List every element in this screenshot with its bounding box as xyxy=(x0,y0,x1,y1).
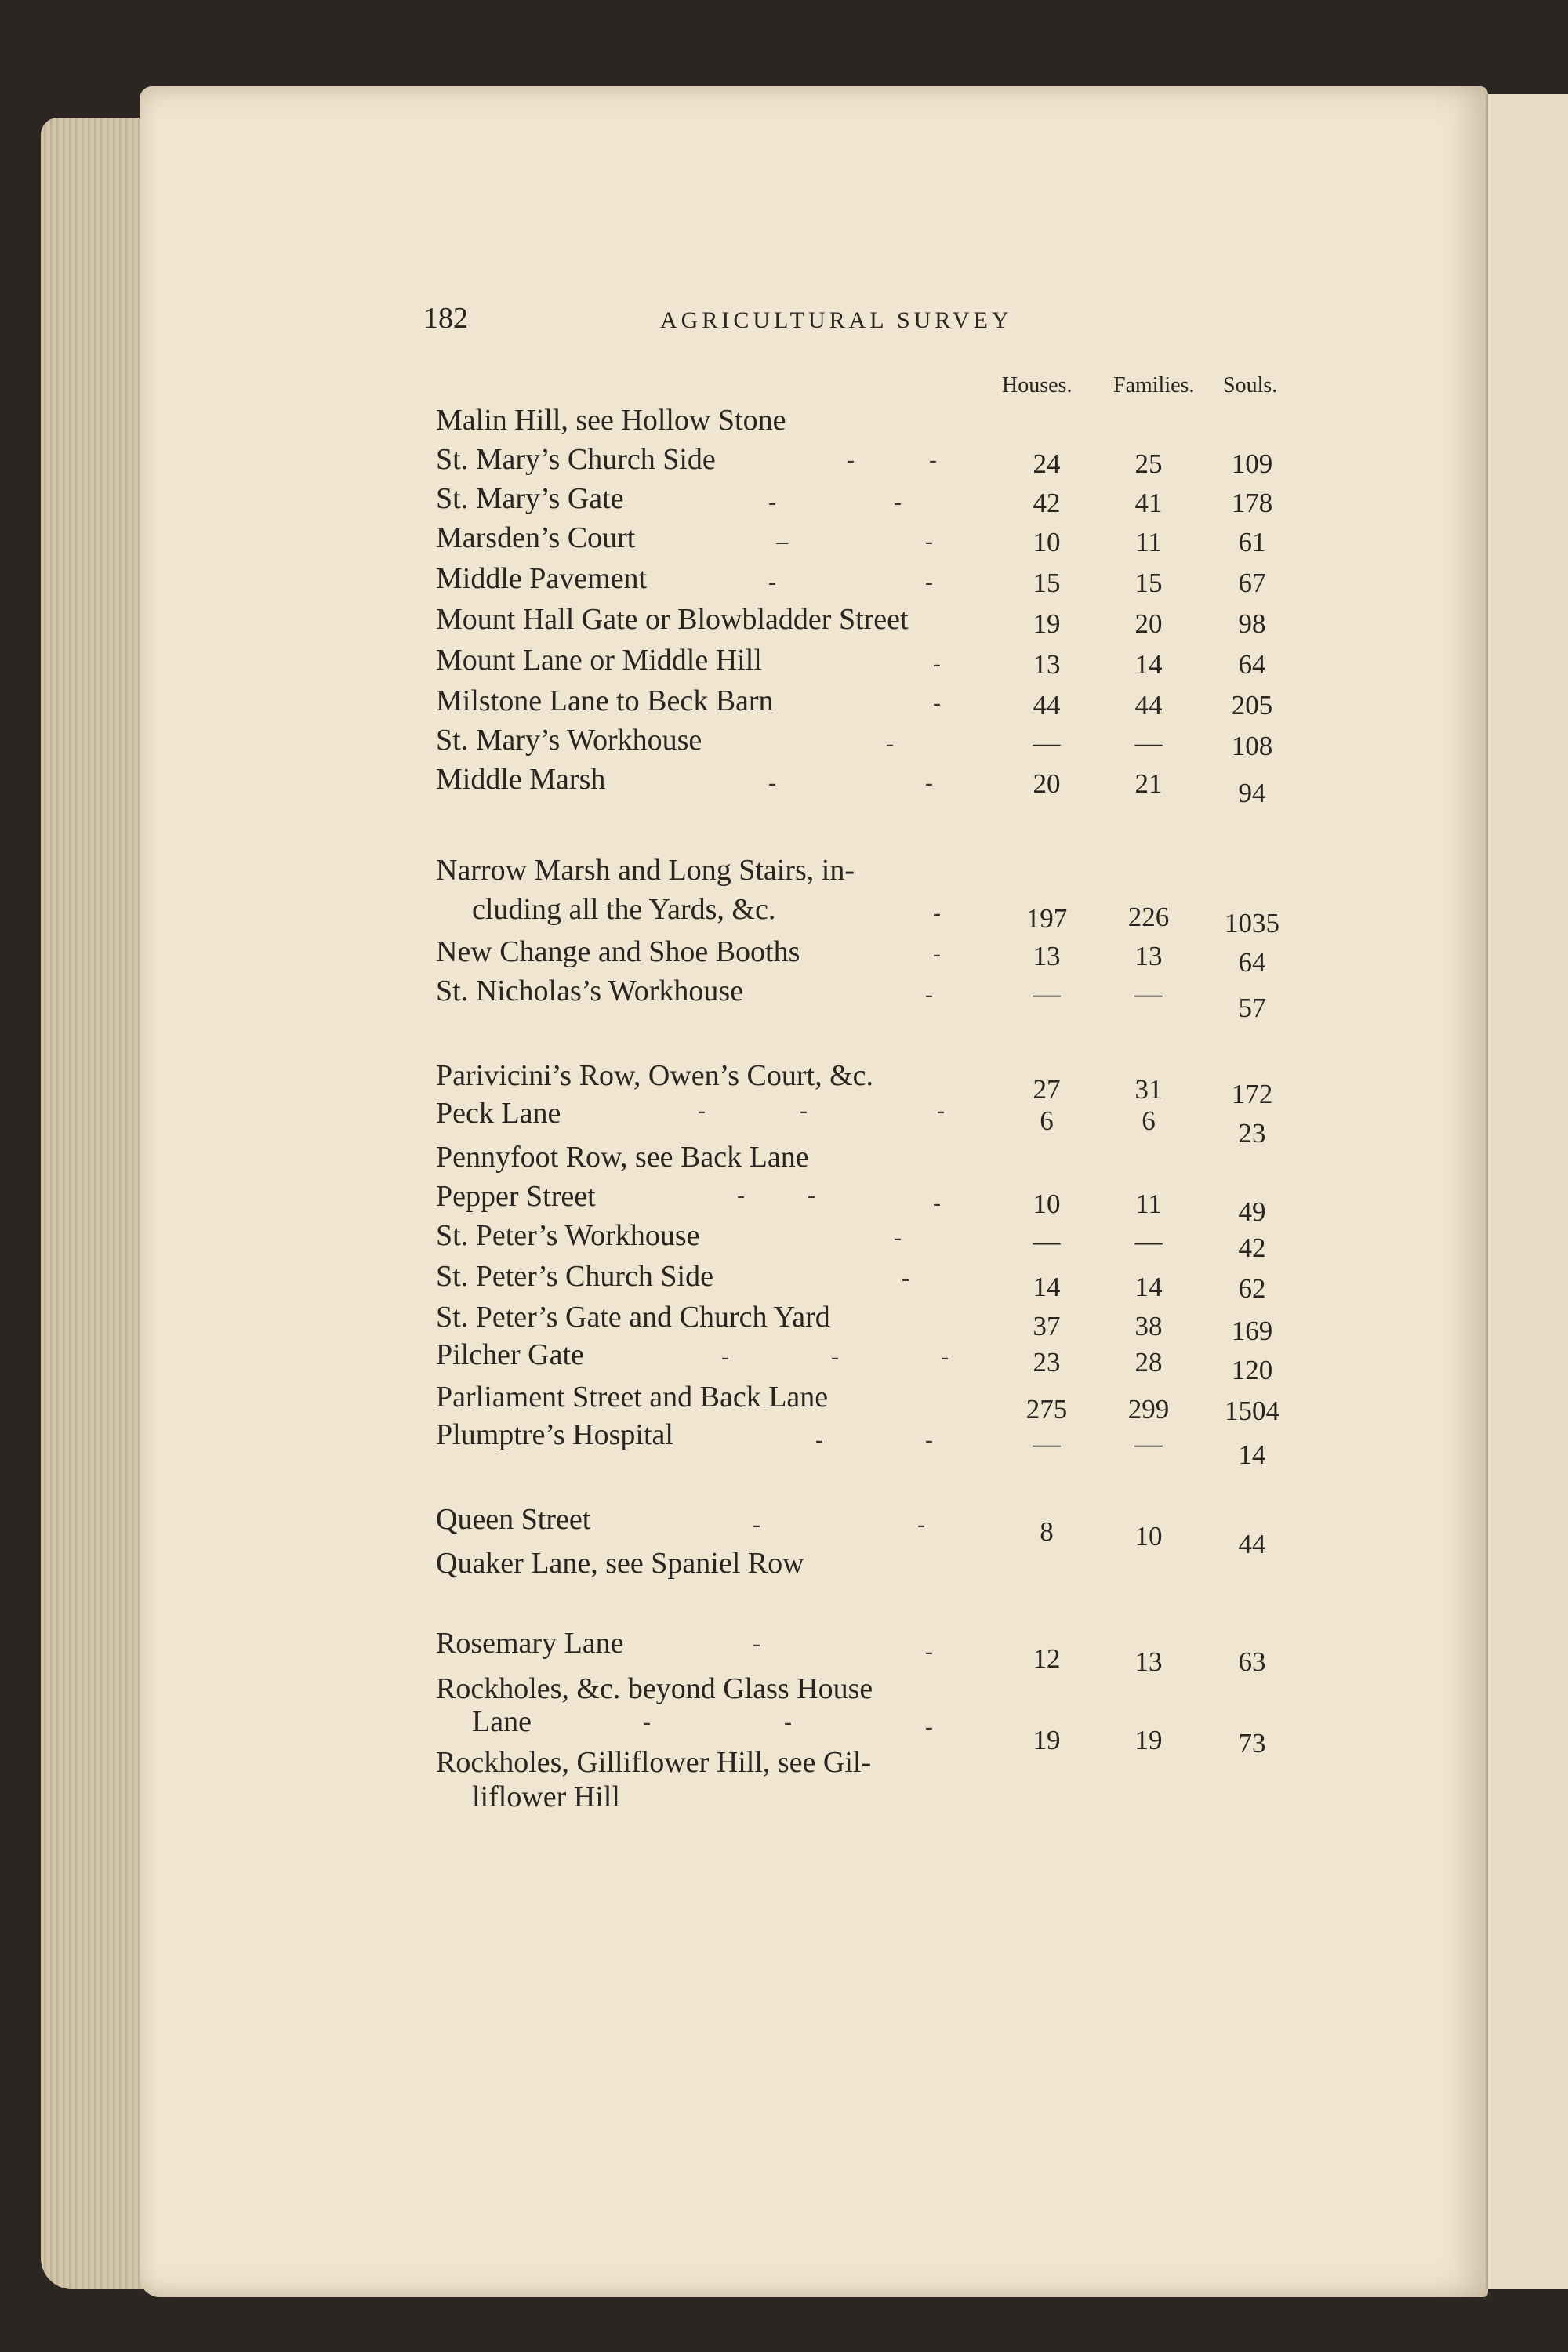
leader-dash: - xyxy=(847,447,855,473)
families-value: 25 xyxy=(1134,448,1163,479)
souls-value: 108 xyxy=(1231,731,1273,761)
families-value: 13 xyxy=(1134,941,1163,971)
page-number: 182 xyxy=(423,302,468,335)
families-value: — xyxy=(1134,1428,1163,1459)
leader-dash: - xyxy=(784,1709,792,1735)
families-value: 299 xyxy=(1127,1394,1170,1425)
street-name-continuation: liflower Hill xyxy=(472,1780,620,1813)
street-name: St. Mary’s Church Side xyxy=(436,443,716,476)
leader-dash: - xyxy=(933,651,941,677)
street-name: Rosemary Lane xyxy=(436,1627,624,1660)
souls-value: 61 xyxy=(1238,527,1266,557)
houses-value: 14 xyxy=(1033,1272,1061,1302)
houses-value: 27 xyxy=(1033,1074,1061,1105)
street-name: Marsden’s Court xyxy=(436,521,636,554)
street-name: Milstone Lane to Beck Barn xyxy=(436,684,774,717)
souls-value: 178 xyxy=(1231,488,1273,518)
leader-dash: - xyxy=(737,1182,745,1208)
street-name: Rockholes, &c. beyond Glass House xyxy=(436,1672,873,1705)
leader-dash: - xyxy=(831,1344,839,1370)
leader-dash: - xyxy=(808,1182,815,1208)
leader-dash: - xyxy=(933,1190,941,1216)
houses-value: 275 xyxy=(1025,1394,1068,1425)
houses-value: — xyxy=(1033,1428,1061,1459)
street-name: Queen Street xyxy=(436,1503,591,1536)
souls-value: 44 xyxy=(1238,1529,1266,1559)
souls-value: 67 xyxy=(1238,568,1266,598)
street-name: New Change and Shoe Booths xyxy=(436,935,800,968)
souls-value: 109 xyxy=(1231,448,1273,479)
street-name: Mount Lane or Middle Hill xyxy=(436,644,762,677)
families-value: 13 xyxy=(1134,1646,1163,1677)
houses-value: 19 xyxy=(1033,1725,1061,1755)
families-value: 15 xyxy=(1134,568,1163,598)
families-value: 31 xyxy=(1134,1074,1163,1105)
houses-value: 10 xyxy=(1033,1189,1061,1219)
leader-dash: - xyxy=(925,569,933,595)
souls-value: 205 xyxy=(1231,690,1273,720)
street-name: Quaker Lane, see Spaniel Row xyxy=(436,1547,804,1580)
street-name: St. Nicholas’s Workhouse xyxy=(436,975,744,1007)
street-name-continuation: Lane xyxy=(472,1705,532,1738)
column-header-houses: Houses. xyxy=(1002,373,1073,397)
street-name-continuation: cluding all the Yards, &c. xyxy=(472,893,776,926)
street-name: Rockholes, Gilliflower Hill, see Gil- xyxy=(436,1746,872,1779)
leader-dash: - xyxy=(753,1631,760,1657)
leader-dash: - xyxy=(925,1639,933,1664)
families-value: 14 xyxy=(1134,649,1163,680)
families-value: 10 xyxy=(1134,1521,1163,1552)
leader-dash: - xyxy=(933,900,941,926)
street-name: St. Peter’s Workhouse xyxy=(436,1219,700,1252)
souls-value: 23 xyxy=(1238,1118,1266,1149)
leader-dash: - xyxy=(886,731,894,757)
leader-dash: - xyxy=(933,690,941,716)
houses-value: 13 xyxy=(1033,649,1061,680)
houses-value: 19 xyxy=(1033,608,1061,639)
souls-value: 1504 xyxy=(1225,1396,1279,1426)
street-name: Middle Marsh xyxy=(436,763,606,796)
souls-value: 120 xyxy=(1231,1355,1273,1385)
houses-value: — xyxy=(1033,1226,1061,1257)
houses-value: 15 xyxy=(1033,568,1061,598)
souls-value: 42 xyxy=(1238,1232,1266,1263)
souls-value: 172 xyxy=(1231,1079,1273,1109)
houses-value: 24 xyxy=(1033,448,1061,479)
houses-value: — xyxy=(1033,728,1061,758)
leader-dash: - xyxy=(941,1344,949,1370)
houses-value: 197 xyxy=(1025,903,1068,934)
families-value: 38 xyxy=(1134,1311,1163,1341)
street-name: Middle Pavement xyxy=(436,562,648,595)
houses-value: 6 xyxy=(1040,1105,1054,1136)
column-header-souls: Souls. xyxy=(1223,373,1278,397)
families-value: 21 xyxy=(1134,768,1163,799)
houses-value: 8 xyxy=(1040,1516,1054,1547)
houses-value: 12 xyxy=(1033,1643,1061,1674)
houses-value: 44 xyxy=(1033,690,1061,720)
street-name: St. Peter’s Gate and Church Yard xyxy=(436,1301,830,1334)
street-name: St. Mary’s Workhouse xyxy=(436,724,702,757)
street-name: St. Mary’s Gate xyxy=(436,482,624,515)
souls-value: 169 xyxy=(1231,1316,1273,1346)
leader-dash: - xyxy=(698,1098,706,1123)
leader-dash: - xyxy=(894,489,902,515)
houses-value: 42 xyxy=(1033,488,1061,518)
leader-dash: - xyxy=(917,1512,925,1537)
families-value: 11 xyxy=(1135,1189,1162,1219)
houses-value: 10 xyxy=(1033,527,1061,557)
leader-dash: - xyxy=(800,1098,808,1123)
leader-dash: - xyxy=(768,489,776,515)
street-name: Pepper Street xyxy=(436,1180,596,1213)
leader-dash: - xyxy=(643,1709,651,1735)
souls-value: 62 xyxy=(1238,1273,1266,1304)
families-value: 41 xyxy=(1134,488,1163,518)
souls-value: 14 xyxy=(1238,1439,1266,1470)
leader-dash: - xyxy=(925,1714,933,1740)
street-name: St. Peter’s Church Side xyxy=(436,1260,713,1293)
houses-value: 13 xyxy=(1033,941,1061,971)
souls-value: 94 xyxy=(1238,778,1266,808)
street-name: Mount Hall Gate or Blowbladder Street xyxy=(436,603,909,636)
leader-dash: - xyxy=(894,1225,902,1250)
houses-value: 20 xyxy=(1033,768,1061,799)
leader-dash: - xyxy=(721,1344,729,1370)
street-name: Parivicini’s Row, Owen’s Court, &c. xyxy=(436,1059,873,1092)
running-head: AGRICULTURAL SURVEY xyxy=(660,307,1013,333)
street-name: Pennyfoot Row, see Back Lane xyxy=(436,1141,809,1174)
houses-value: — xyxy=(1033,978,1061,1009)
street-name: Parliament Street and Back Lane xyxy=(436,1381,829,1414)
souls-value: 49 xyxy=(1238,1196,1266,1227)
leader-dash: - xyxy=(925,1427,933,1453)
houses-value: 37 xyxy=(1033,1311,1061,1341)
souls-value: 63 xyxy=(1238,1646,1266,1677)
street-name: Narrow Marsh and Long Stairs, in- xyxy=(436,854,855,887)
souls-value: 64 xyxy=(1238,947,1266,978)
families-value: 28 xyxy=(1134,1347,1163,1377)
leader-dash: - xyxy=(902,1265,909,1291)
leader-dash: - xyxy=(925,770,933,796)
families-value: 44 xyxy=(1134,690,1163,720)
families-value: 14 xyxy=(1134,1272,1163,1302)
leader-dash: - xyxy=(929,447,937,473)
souls-value: 73 xyxy=(1238,1728,1266,1759)
column-header-families: Families. xyxy=(1113,373,1195,397)
leader-dash: - xyxy=(768,770,776,796)
street-name: Peck Lane xyxy=(436,1097,561,1130)
families-value: — xyxy=(1134,978,1163,1009)
leader-dash: - xyxy=(925,528,933,554)
street-name: Pilcher Gate xyxy=(436,1338,584,1371)
leader-dash: – xyxy=(776,528,788,554)
leader-dash: - xyxy=(933,941,941,967)
souls-value: 98 xyxy=(1238,608,1266,639)
leader-dash: - xyxy=(937,1098,945,1123)
souls-value: 1035 xyxy=(1225,908,1279,938)
souls-value: 57 xyxy=(1238,993,1266,1023)
street-name: Plumptre’s Hospital xyxy=(436,1418,673,1451)
leader-dash: - xyxy=(925,982,933,1007)
leader-dash: - xyxy=(753,1512,760,1537)
street-name: Malin Hill, see Hollow Stone xyxy=(436,404,786,437)
leader-dash: - xyxy=(815,1427,823,1453)
families-value: — xyxy=(1134,728,1163,758)
souls-value: 64 xyxy=(1238,649,1266,680)
families-value: 11 xyxy=(1135,527,1162,557)
families-value: 226 xyxy=(1127,902,1170,932)
families-value: 19 xyxy=(1134,1725,1163,1755)
leader-dash: - xyxy=(768,569,776,595)
houses-value: 23 xyxy=(1033,1347,1061,1377)
families-value: 20 xyxy=(1134,608,1163,639)
families-value: 6 xyxy=(1142,1105,1156,1136)
facing-page-edge xyxy=(1486,94,1568,2289)
families-value: — xyxy=(1134,1226,1163,1257)
